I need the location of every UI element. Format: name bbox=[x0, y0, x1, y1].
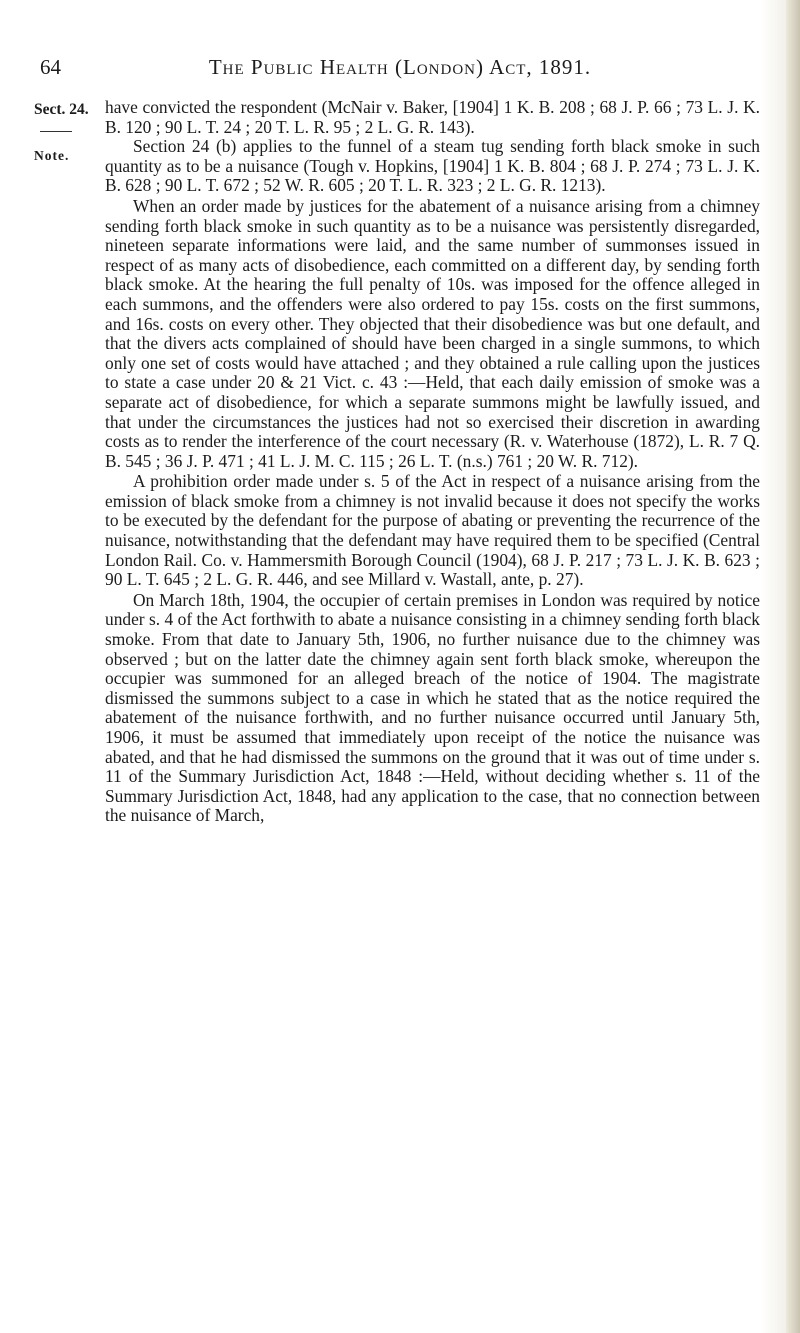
page-number: 64 bbox=[40, 55, 61, 79]
section-marker: Sect. 24. bbox=[34, 101, 89, 118]
paragraph-5: On March 18th, 1904, the occupier of certain premises in London was required by notice under s. 4 of the Act forthwith to abate a nuisance consisting in a chimney sending forth black smoke. From that date to January 5th, 1906, no further nuisance due to the chimney was observed ; but on the latter date the chimney again sent forth black smoke, whereupon the occupier was summoned for an alleged breach of the notice of 1904. The magistrate dismissed the summons subject to a case in which he stated that as the notice required the abatement of the nuisance forthwith, and no further nuisance occurred until January 5th, 1906, it must be assumed that immediately upon receipt of the notice the nuisance was abated, and that he had dismissed the summons on the ground that it was out of time under s. 11 of the Summary Jurisdiction Act, 1848 :—Held, without deciding whether s. 11 of the Summary Jurisdiction Act, 1848, had any application to the case, that no connection between the nuisance of March, bbox=[105, 589, 760, 826]
paragraph-2: Section 24 (b) applies to the funnel of a steam tug sending forth black smoke in such quantity as to be a nuisance (Tough v. Hopkins, [1904] 1 K. B. 804 ; 68 J. P. 274 ; 73 L. J. K. B. 628 ; 90 L. T. 672 ; 52 W. R. 605 ; 20 T. L. R. 323 ; 2 L. G. R. 1213). bbox=[105, 136, 760, 196]
paragraph-4: A prohibition order made under s. 5 of the Act in respect of a nuisance arising from the emission of black smoke from a chimney is not invalid because it does not specify the works to be executed by the defendant for the purpose of abating or preventing the recurrence of the nuisance, notwithstanding that the defendant may have required them to be specified (Central London Rail. Co. v. Hammersmith Borough Council (1904), 68 J. P. 217 ; 73 L. J. K. B. 623 ; 90 L. T. 645 ; 2 L. G. R. 446, and see Millard v. Wastall, ante, p. 27). bbox=[105, 471, 760, 590]
paragraph-1: have convicted the respondent (McNair v. Baker, [1904] 1 K. B. 208 ; 68 J. P. 66 ; 73 L. J. K. B. 120 ; 90 L. T. 24 ; 20 T. L. R. 95 ; 2 L. G. R. 143). bbox=[105, 97, 760, 137]
page-header bbox=[40, 55, 760, 85]
body-text bbox=[105, 98, 760, 826]
section-rule bbox=[40, 131, 72, 132]
paragraph-3: When an order made by justices for the abatement of a nuisance arising from a chimney sending forth black smoke in such quantity as to be a nuisance was persistently disregarded, nineteen separate informations were laid, and the same number of summonses issued in respect of as many acts of disobedience, each committed on a different day, by sending forth black smoke. At the hearing the full penalty of 10s. was imposed for the offence alleged in each summons, and the offenders were also ordered to pay 15s. costs on the first summons, and 16s. costs on every other. They objected that their disobedience was but one default, and that the divers acts complained of should have been charged in a single summons, to which only one set of costs would have attached ; and they obtained a rule calling upon the justices to state a case under 20 & 21 Vict. c. 43 :—Held, that each daily emission of smoke was a separate act of disobedience, for which a separate summons might be lawfully issued, and that under the circumstances the justices had not so exercised their discretion in awarding costs as to render the interference of the court necessary (R. v. Waterhouse (1872), L. R. 7 Q. B. 545 ; 36 J. P. 471 ; 41 L. J. M. C. 115 ; 26 L. T. (n.s.) 761 ; 20 W. R. 712). bbox=[105, 195, 760, 471]
note-marker: Note. bbox=[34, 148, 70, 163]
page-edge bbox=[786, 0, 800, 1333]
running-title: The Public Health (London) Act, 1891. bbox=[208, 55, 592, 79]
